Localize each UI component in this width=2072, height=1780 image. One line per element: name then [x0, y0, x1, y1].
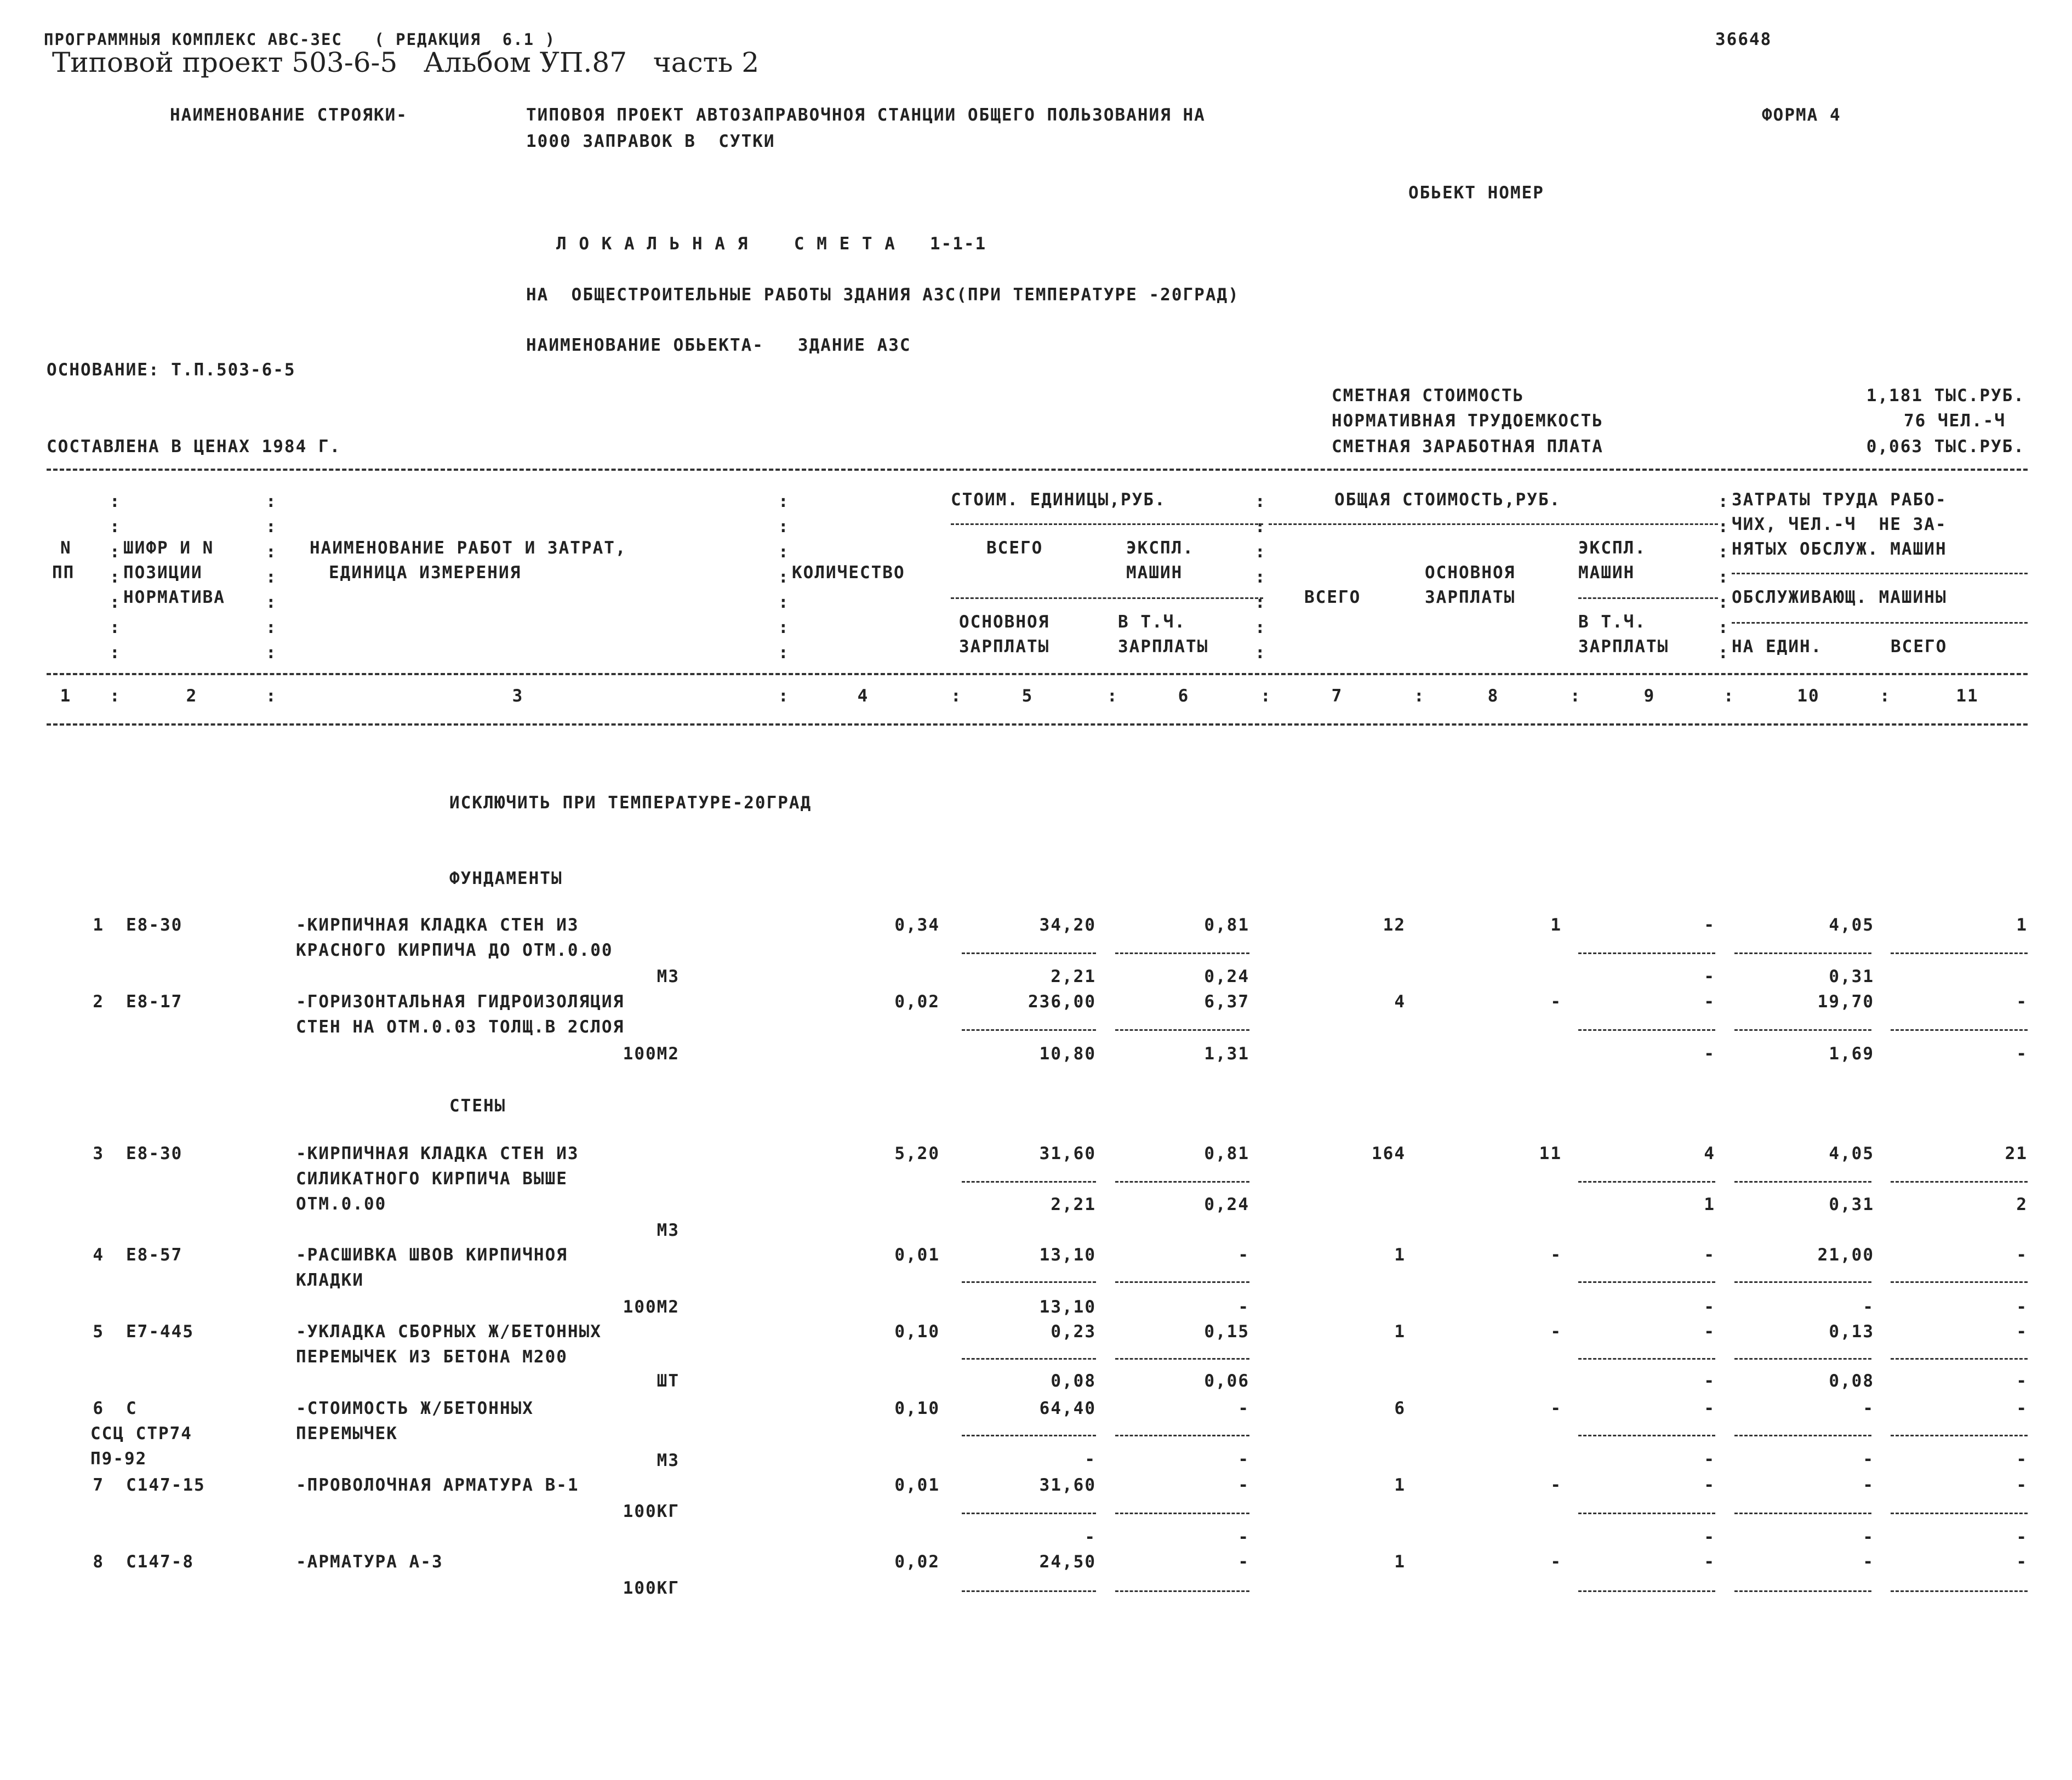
labor-serv-label: ОБСЛУЖИВАЮЩ. МАШИНЫ: [1732, 587, 1947, 607]
row-value-c11: 21: [2005, 1144, 2028, 1163]
row-unit: М3: [657, 1220, 680, 1240]
row-subrule: [1734, 1358, 1871, 1360]
row-subvalue-c11: -: [2016, 1297, 2028, 1317]
row-subvalue-c11: -: [2016, 1527, 2028, 1547]
row-subrule: [1891, 952, 2028, 954]
column-separator: : : : : : : :: [266, 492, 277, 663]
row-subrule: [962, 1590, 1096, 1592]
row-subvalue-c9: -: [1704, 1297, 1715, 1317]
row-name: ПЕРЕМЫЧЕК ИЗ БЕТОНА М200: [296, 1347, 568, 1367]
row-subrule: [1115, 952, 1249, 954]
row-value-c6: 6,37: [1204, 992, 1249, 1012]
row-subvalue-c9: -: [1704, 1527, 1715, 1547]
row-unit: 100КГ: [623, 1578, 680, 1598]
row-subvalue-c9: -: [1704, 1450, 1715, 1469]
row-subrule: [1734, 1281, 1871, 1283]
column-number-row: 1 2 3 4 5 6 7 8 9 10 11 : : : : : : : : : :: [0, 685, 2072, 709]
header-rule: [47, 673, 2028, 675]
row-code: Е8-57: [126, 1245, 183, 1265]
row-value-c8: 11: [1539, 1144, 1562, 1163]
row-subrule: [962, 1513, 1096, 1514]
row-subrule: [1891, 1358, 2028, 1360]
row-subrule: [962, 1358, 1096, 1360]
col-qty-label: КОЛИЧЕСТВО: [792, 563, 905, 583]
row-subvalue-c10: 0,31: [1829, 967, 1874, 986]
column-separator: : : : : : : :: [778, 492, 790, 663]
row-subrule: [1115, 1513, 1249, 1514]
subsection-title: ФУНДАМЕНТЫ: [449, 869, 563, 888]
row-subvalue-c10: -: [1863, 1297, 1874, 1317]
row-subrule: [1734, 1513, 1871, 1514]
form-label: ФОРМА 4: [1762, 105, 1841, 125]
row-name: КРАСНОГО КИРПИЧА ДО ОТМ.0.00: [296, 940, 613, 960]
col-name-label: НАИМЕНОВАНИЕ РАБОТ И ЗАТРАТ,: [310, 538, 627, 558]
row-value-c6: -: [1238, 1399, 1249, 1418]
header-rule: [47, 469, 2028, 471]
row-unit: ШТ: [657, 1371, 680, 1391]
col-name-label: ЕДИНИЦА ИЗМЕРЕНИЯ: [329, 563, 522, 583]
row-subvalue-c9: -: [1704, 1371, 1715, 1391]
object-name: НАИМЕНОВАНИЕ ОБЬЕКТА- ЗДАНИЕ АЗС: [526, 335, 911, 355]
row-code: Е8-30: [126, 1144, 183, 1163]
row-name: -ПРОВОЛОЧНАЯ АРМАТУРА В-1: [296, 1475, 579, 1495]
line-name-1: ТИПОВОЯ ПРОЕКТ АВТОЗАПРАВОЧНОЯ СТАНЦИИ ОБЩЕГО ПОЛЬЗОВАНИЯ НА: [526, 105, 1206, 125]
vsego-label: ВСЕГО: [986, 538, 1043, 558]
row-subrule: [1891, 1590, 2028, 1592]
row-unit: М3: [657, 1451, 680, 1470]
row-number: 4: [93, 1245, 104, 1265]
row-subvalue-c6: 1,31: [1204, 1044, 1249, 1064]
row-value-c10: -: [1863, 1475, 1874, 1495]
row-subrule: [962, 1029, 1096, 1031]
header-subrule: [1578, 597, 1718, 599]
zarplaty-label: ЗАРПЛАТЫ: [1118, 637, 1209, 657]
row-subrule: [1578, 1029, 1715, 1031]
row-name: КЛАДКИ: [296, 1270, 364, 1290]
row-name: -СТОИМОСТЬ Ж/БЕТОННЫХ: [296, 1399, 534, 1418]
row-subvalue-c6: 0,24: [1204, 1195, 1249, 1214]
row-name: СТЕН НА ОТМ.0.03 ТОЛЩ.В 2СЛОЯ: [296, 1017, 625, 1037]
row-value-c9: -: [1704, 1475, 1715, 1495]
row-value-c7: 6: [1394, 1399, 1406, 1418]
estimate-for: НА ОБЩЕСТРОИТЕЛЬНЫЕ РАБОТЫ ЗДАНИЯ АЗС(ПРИ ТЕМПЕРАТУРЕ -20ГРАД): [526, 285, 1240, 305]
summary-label: СМЕТНАЯ СТОИМОСТЬ: [1332, 386, 1525, 406]
row-subrule: [1578, 1435, 1715, 1436]
row-subrule: [962, 1281, 1096, 1283]
row-value-c7: 164: [1372, 1144, 1406, 1163]
column-number: 8: [1487, 686, 1499, 706]
row-name: -УКЛАДКА СБОРНЫХ Ж/БЕТОННЫХ: [296, 1322, 602, 1342]
summary-value: 1,181 ТЫС.РУБ.: [1866, 386, 2025, 406]
vtch-label: В Т.Ч.: [1118, 612, 1186, 632]
row-quantity: 0,02: [894, 992, 940, 1012]
column-number: 10: [1797, 686, 1820, 706]
line-name-2: 1000 ЗАПРАВОК В СУТКИ: [526, 132, 775, 151]
row-subrule: [1578, 1281, 1715, 1283]
column-number: 1: [60, 686, 72, 706]
row-subvalue-c6: -: [1238, 1450, 1249, 1469]
row-value-c7: 1: [1394, 1245, 1406, 1265]
header-subrule: [951, 523, 1263, 525]
row-quantity: 0,01: [894, 1475, 940, 1495]
summary-label: НОРМАТИВНАЯ ТРУДОЕМКОСТЬ: [1332, 411, 1603, 431]
row-unit: 100КГ: [623, 1502, 680, 1521]
row-name: СИЛИКАТНОГО КИРПИЧА ВЫШЕ: [296, 1169, 568, 1189]
row-value-c7: 1: [1394, 1322, 1406, 1342]
total-cost-label: ОБЩАЯ СТОИМОСТЬ,РУБ.: [1334, 490, 1561, 510]
row-subvalue-c6: -: [1238, 1297, 1249, 1317]
row-value-c11: -: [2016, 1245, 2028, 1265]
row-value-c9: 4: [1704, 1144, 1715, 1163]
row-quantity: 0,01: [894, 1245, 940, 1265]
row-subrule: [1578, 1513, 1715, 1514]
row-value-c5: 31,60: [1039, 1475, 1096, 1495]
header-subrule: [1269, 523, 1718, 525]
row-subrule: [1115, 1029, 1249, 1031]
row-value-c9: -: [1704, 1399, 1715, 1418]
row-value-c9: -: [1704, 992, 1715, 1012]
summary-value: 0,063 ТЫС.РУБ.: [1866, 437, 2025, 457]
row-subrule: [1578, 1590, 1715, 1592]
row-subvalue-c5: -: [1084, 1450, 1096, 1469]
row-value-c11: -: [2016, 1322, 2028, 1342]
zarplaty-label: ЗАРПЛАТЫ: [959, 637, 1050, 657]
row-value-c5: 24,50: [1039, 1552, 1096, 1572]
row-subrule: [1891, 1029, 2028, 1031]
line-name-label: НАИМЕНОВАНИЕ СТРОЯКИ-: [170, 105, 408, 125]
vsego-total-label: ВСЕГО: [1304, 587, 1361, 607]
row-value-c8: -: [1550, 1475, 1562, 1495]
row-subvalue-c9: -: [1704, 1044, 1715, 1064]
row-subrule: [1578, 1358, 1715, 1360]
row-subrule: [1578, 952, 1715, 954]
row-subvalue-c5: 0,08: [1051, 1371, 1096, 1391]
row-code: С147-8: [126, 1552, 194, 1572]
row-subrule: [1115, 1590, 1249, 1592]
row-value-c7: 4: [1394, 992, 1406, 1012]
column-number: 9: [1643, 686, 1656, 706]
row-value-c10: 21,00: [1817, 1245, 1874, 1265]
expl-label: ЭКСПЛ.: [1578, 538, 1646, 558]
row-value-c10: 4,05: [1829, 915, 1874, 935]
row-value-c9: -: [1704, 1552, 1715, 1572]
labor-label: ЗАТРАТЫ ТРУДА РАБО-: [1732, 490, 1947, 510]
row-number: 2: [93, 992, 104, 1012]
doc-number: 36648: [1715, 30, 1772, 49]
row-subvalue-c9: -: [1704, 967, 1715, 986]
row-code: С147-15: [126, 1475, 206, 1495]
row-subvalue-c10: 0,31: [1829, 1195, 1874, 1214]
row-subvalue-c10: -: [1863, 1527, 1874, 1547]
row-subrule: [962, 1181, 1096, 1183]
row-value-c6: 0,81: [1204, 915, 1249, 935]
row-name: -КИРПИЧНАЯ КЛАДКА СТЕН ИЗ: [296, 915, 579, 935]
row-value-c10: 4,05: [1829, 1144, 1874, 1163]
row-code: П9-92: [90, 1449, 147, 1469]
row-subrule: [1734, 952, 1871, 954]
column-number: 4: [857, 686, 869, 706]
row-subvalue-c9: 1: [1704, 1195, 1715, 1214]
row-subvalue-c6: 0,06: [1204, 1371, 1249, 1391]
row-value-c5: 34,20: [1039, 915, 1096, 935]
column-number: 11: [1956, 686, 1979, 706]
row-quantity: 0,02: [894, 1552, 940, 1572]
header-rule: [47, 723, 2028, 726]
row-subrule: [1115, 1181, 1249, 1183]
row-quantity: 0,34: [894, 915, 940, 935]
unit-cost-label: СТОИМ. ЕДИНИЦЫ,РУБ.: [951, 490, 1166, 510]
header-subrule: [951, 597, 1263, 599]
column-separator: : : : : : : :: [110, 492, 121, 663]
column-number: 5: [1021, 686, 1034, 706]
column-number: 3: [512, 686, 524, 706]
osnovnoy-label: ОСНОВНОЯ: [959, 612, 1050, 632]
row-subvalue-c10: 1,69: [1829, 1044, 1874, 1064]
na-edin-label: НА ЕДИН.: [1732, 637, 1823, 657]
col-n-label: ПП: [52, 563, 75, 583]
row-code: Е7-445: [126, 1322, 194, 1342]
project-title: Типовой проект 503-6-5 Альбом УП.87 часть 2: [52, 47, 760, 78]
row-name: -ГОРИЗОНТАЛЬНАЯ ГИДРОИЗОЛЯЦИЯ: [296, 992, 625, 1012]
price-basis: СОСТАВЛЕНА В ЦЕНАХ 1984 Г.: [47, 437, 341, 457]
row-value-c10: -: [1863, 1552, 1874, 1572]
section-title: ИСКЛЮЧИТЬ ПРИ ТЕМПЕРАТУРЕ-20ГРАД: [449, 793, 812, 813]
row-number: 5: [93, 1322, 104, 1342]
labor-label: ЧИХ, ЧЕЛ.-Ч НЕ ЗА-: [1732, 515, 1947, 534]
row-unit: 100М2: [623, 1044, 680, 1064]
row-value-c6: -: [1238, 1245, 1249, 1265]
basis: ОСНОВАНИЕ: Т.П.503-6-5: [47, 360, 296, 380]
row-value-c5: 236,00: [1028, 992, 1096, 1012]
row-value-c8: -: [1550, 1245, 1562, 1265]
row-number: 8: [93, 1552, 104, 1572]
row-value-c6: -: [1238, 1552, 1249, 1572]
row-subvalue-c11: 2: [2016, 1195, 2028, 1214]
row-subrule: [1891, 1435, 2028, 1436]
row-number: 1: [93, 915, 104, 935]
row-subvalue-c11: -: [2016, 1450, 2028, 1469]
column-separator: : : : : : : :: [1255, 492, 1266, 663]
row-value-c5: 64,40: [1039, 1399, 1096, 1418]
row-value-c6: 0,81: [1204, 1144, 1249, 1163]
column-separator: : : : : : : :: [1718, 492, 1729, 663]
vtch-label: В Т.Ч.: [1578, 612, 1646, 632]
row-subvalue-c6: 0,24: [1204, 967, 1249, 986]
row-subvalue-c10: -: [1863, 1450, 1874, 1469]
row-name: -РАСШИВКА ШВОВ КИРПИЧНОЯ: [296, 1245, 568, 1265]
zarplaty-label: ЗАРПЛАТЫ: [1578, 637, 1669, 657]
row-subrule: [1734, 1435, 1871, 1436]
row-subrule: [1734, 1590, 1871, 1592]
row-quantity: 5,20: [894, 1144, 940, 1163]
row-value-c5: 31,60: [1039, 1144, 1096, 1163]
row-unit: 100М2: [623, 1297, 680, 1317]
row-unit: М3: [657, 967, 680, 986]
row-value-c11: -: [2016, 992, 2028, 1012]
labor-label: НЯТЫХ ОБСЛУЖ. МАШИН: [1732, 539, 1947, 559]
row-subvalue-c5: -: [1084, 1527, 1096, 1547]
row-subrule: [1578, 1181, 1715, 1183]
row-subrule: [1115, 1358, 1249, 1360]
row-value-c5: 13,10: [1039, 1245, 1096, 1265]
row-subrule: [1734, 1181, 1871, 1183]
mashin-label: МАШИН: [1578, 563, 1635, 583]
row-value-c6: 0,15: [1204, 1322, 1249, 1342]
row-value-c7: 1: [1394, 1475, 1406, 1495]
col-code-label: ПОЗИЦИИ: [123, 563, 203, 583]
row-subvalue-c5: 2,21: [1051, 967, 1096, 986]
row-value-c7: 12: [1383, 915, 1406, 935]
row-name: ПЕРЕМЫЧЕК: [296, 1424, 398, 1444]
row-subvalue-c11: -: [2016, 1371, 2028, 1391]
row-value-c11: -: [2016, 1552, 2028, 1572]
row-value-c7: 1: [1394, 1552, 1406, 1572]
col-code-label: НОРМАТИВА: [123, 587, 225, 607]
zarplaty-label: ЗАРПЛАТЫ: [1425, 587, 1516, 607]
row-subvalue-c10: 0,08: [1829, 1371, 1874, 1391]
row-value-c8: 1: [1550, 915, 1562, 935]
row-subrule: [1115, 1281, 1249, 1283]
row-name: -АРМАТУРА А-3: [296, 1552, 443, 1572]
summary-value: 76 ЧЕЛ.-Ч: [1904, 411, 2006, 431]
estimate-title: Л О К А Л Ь Н А Я С М Е Т А 1-1-1: [556, 234, 987, 254]
col-code-label: ШИФР И N: [123, 538, 214, 558]
row-value-c8: -: [1550, 1322, 1562, 1342]
row-subrule: [1891, 1281, 2028, 1283]
header-subrule: [1732, 573, 2028, 574]
object-number: ОБЬЕКТ НОМЕР: [1408, 183, 1544, 203]
row-number: 6: [93, 1399, 104, 1418]
expl-label: ЭКСПЛ.: [1126, 538, 1194, 558]
row-number: 7: [93, 1475, 104, 1495]
row-value-c11: -: [2016, 1475, 2028, 1495]
row-code: ССЦ СТР74: [90, 1424, 192, 1444]
row-subvalue-c5: 2,21: [1051, 1195, 1096, 1214]
row-subrule: [962, 952, 1096, 954]
row-subvalue-c6: -: [1238, 1527, 1249, 1547]
column-number: 6: [1178, 686, 1190, 706]
row-value-c8: -: [1550, 1399, 1562, 1418]
row-subrule: [1891, 1181, 2028, 1183]
column-number: 2: [186, 686, 198, 706]
osnovnoy-label: ОСНОВНОЯ: [1425, 563, 1516, 583]
col-n-label: N: [60, 538, 72, 558]
row-value-c9: -: [1704, 915, 1715, 935]
row-subvalue-c5: 13,10: [1039, 1297, 1096, 1317]
row-subvalue-c11: -: [2016, 1044, 2028, 1064]
row-quantity: 0,10: [894, 1399, 940, 1418]
vsego-labor-label: ВСЕГО: [1891, 637, 1948, 657]
row-value-c10: -: [1863, 1399, 1874, 1418]
row-value-c10: 19,70: [1817, 992, 1874, 1012]
row-value-c8: -: [1550, 1552, 1562, 1572]
row-quantity: 0,10: [894, 1322, 940, 1342]
row-subrule: [1891, 1513, 2028, 1514]
header-subrule: [1732, 622, 2028, 624]
row-subrule: [1734, 1029, 1871, 1031]
row-code: Е8-30: [126, 915, 183, 935]
row-value-c6: -: [1238, 1475, 1249, 1495]
summary-label: СМЕТНАЯ ЗАРАБОТНАЯ ПЛАТА: [1332, 437, 1603, 457]
row-subrule: [1115, 1435, 1249, 1436]
row-name: ОТМ.0.00: [296, 1194, 387, 1214]
row-subrule: [962, 1435, 1096, 1436]
row-subvalue-c5: 10,80: [1039, 1044, 1096, 1064]
row-value-c5: 0,23: [1051, 1322, 1096, 1342]
row-code: С: [126, 1399, 138, 1418]
row-value-c11: 1: [2016, 915, 2028, 935]
mashin-label: МАШИН: [1126, 563, 1183, 583]
row-value-c9: -: [1704, 1245, 1715, 1265]
row-value-c10: 0,13: [1829, 1322, 1874, 1342]
subsection-title: СТЕНЫ: [449, 1096, 506, 1116]
row-value-c11: -: [2016, 1399, 2028, 1418]
row-number: 3: [93, 1144, 104, 1163]
row-name: -КИРПИЧНАЯ КЛАДКА СТЕН ИЗ: [296, 1144, 579, 1163]
program-name: ПРОГРАММНЫЯ КОМПЛЕКС АВС-3ЕС ( РЕДАКЦИЯ 6.1 ): [44, 30, 556, 49]
row-code: Е8-17: [126, 992, 183, 1012]
row-value-c9: -: [1704, 1322, 1715, 1342]
row-value-c8: -: [1550, 992, 1562, 1012]
column-number: 7: [1331, 686, 1343, 706]
